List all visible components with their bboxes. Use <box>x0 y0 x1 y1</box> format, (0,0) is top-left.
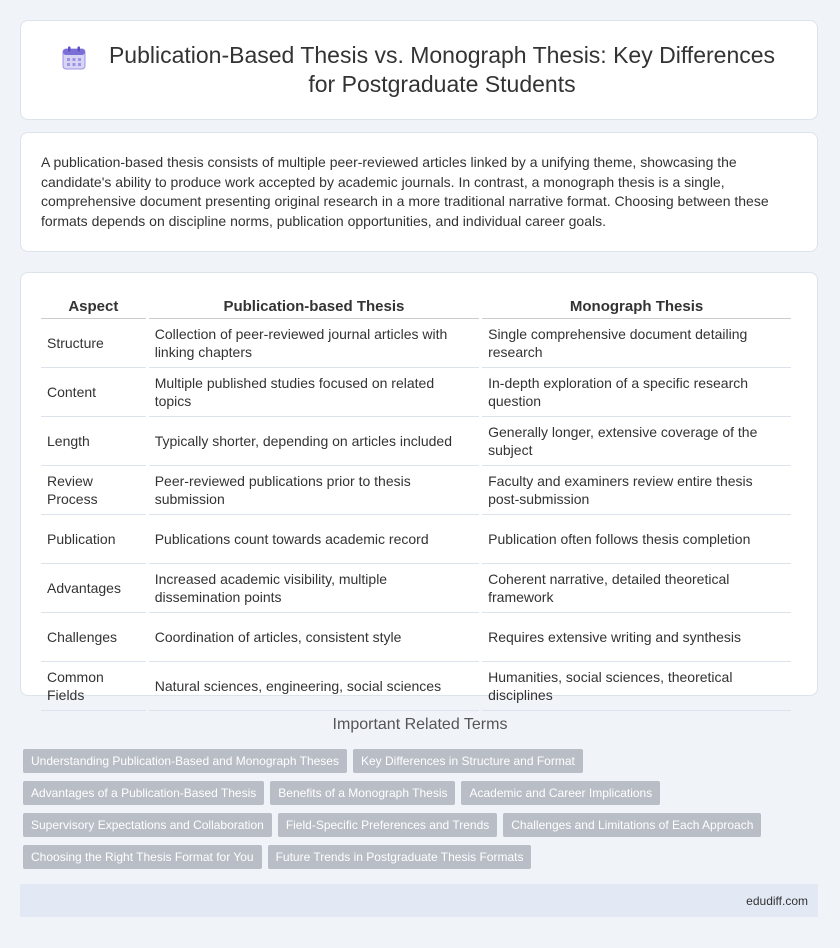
row-publication-based: Natural sciences, engineering, social sciences <box>149 662 479 711</box>
related-term-tag[interactable]: Supervisory Expectations and Collaboration <box>23 813 272 837</box>
title-card <box>20 20 818 120</box>
header-publication-based: Publication-based Thesis <box>149 293 479 319</box>
related-term-tag[interactable]: Field-Specific Preferences and Trends <box>278 813 497 837</box>
row-publication-based: Increased academic visibility, multiple dissemination points <box>149 564 479 613</box>
related-term-tag[interactable]: Benefits of a Monograph Thesis <box>270 781 455 805</box>
intro-card <box>20 132 818 252</box>
related-term-tag[interactable]: Choosing the Right Thesis Format for You <box>23 845 262 869</box>
related-term-tag[interactable]: Advantages of a Publication-Based Thesis <box>23 781 264 805</box>
related-term-tag[interactable]: Challenges and Limitations of Each Approach <box>503 813 761 837</box>
row-monograph: Generally longer, extensive coverage of the subject <box>482 417 791 466</box>
table-row <box>41 466 791 515</box>
row-monograph: Coherent narrative, detailed theoretical framework <box>482 564 791 613</box>
related-terms-heading: Important Related Terms <box>332 716 508 733</box>
table-row <box>41 368 791 417</box>
table-row <box>41 319 791 368</box>
row-aspect: Structure <box>41 319 146 368</box>
table-header-row <box>41 293 791 319</box>
related-term-tag[interactable]: Understanding Publication-Based and Monograph Theses <box>23 749 347 773</box>
related-term-tag[interactable]: Key Differences in Structure and Format <box>353 749 583 773</box>
row-aspect: Common Fields <box>41 662 146 711</box>
related-terms-list <box>23 749 823 869</box>
row-publication-based: Collection of peer-reviewed journal articles with linking chapters <box>149 319 479 368</box>
row-publication-based: Publications count towards academic record <box>149 515 479 564</box>
table-row <box>41 613 791 662</box>
row-aspect: Review Process <box>41 466 146 515</box>
footer-site[interactable]: edudiff.com <box>746 894 808 908</box>
row-monograph: Faculty and examiners review entire thesis post-submission <box>482 466 791 515</box>
row-aspect: Content <box>41 368 146 417</box>
related-term-tag[interactable]: Academic and Career Implications <box>461 781 660 805</box>
row-publication-based: Multiple published studies focused on related topics <box>149 368 479 417</box>
row-publication-based: Coordination of articles, consistent style <box>149 613 479 662</box>
table-row <box>41 417 791 466</box>
header-monograph: Monograph Thesis <box>482 293 791 319</box>
footer <box>20 884 818 917</box>
row-monograph: Humanities, social sciences, theoretical disciplines <box>482 662 791 711</box>
table-row <box>41 515 791 564</box>
calendar-icon <box>61 45 87 71</box>
page-title: Publication-Based Thesis vs. Monograph Thesis: Key Differences for Postgraduate Students <box>108 42 776 97</box>
table-row <box>41 564 791 613</box>
row-publication-based: Peer-reviewed publications prior to thesis submission <box>149 466 479 515</box>
row-monograph: Requires extensive writing and synthesis <box>482 613 791 662</box>
table-row <box>41 662 791 711</box>
row-monograph: Single comprehensive document detailing research <box>482 319 791 368</box>
header-aspect: Aspect <box>41 293 146 319</box>
comparison-table <box>38 293 794 711</box>
row-aspect: Publication <box>41 515 146 564</box>
row-publication-based: Typically shorter, depending on articles included <box>149 417 479 466</box>
row-monograph: In-depth exploration of a specific research question <box>482 368 791 417</box>
row-aspect: Challenges <box>41 613 146 662</box>
comparison-card <box>20 272 818 703</box>
intro-paragraph: A publication-based thesis consists of multiple peer-reviewed articles linked by a unifying theme, showcasing the candidate's ability to produce work accepted by academic journals. In contrast, a monograph thesis is a single, comprehensive document presenting original research in a more traditional narrative format. Choosing between these formats depends on discipline norms, publication opportunities, and individual career goals. <box>41 154 769 229</box>
title-wrap <box>21 41 817 99</box>
row-monograph: Publication often follows thesis completion <box>482 515 791 564</box>
row-aspect: Length <box>41 417 146 466</box>
related-term-tag[interactable]: Future Trends in Postgraduate Thesis Formats <box>268 845 532 869</box>
row-aspect: Advantages <box>41 564 146 613</box>
